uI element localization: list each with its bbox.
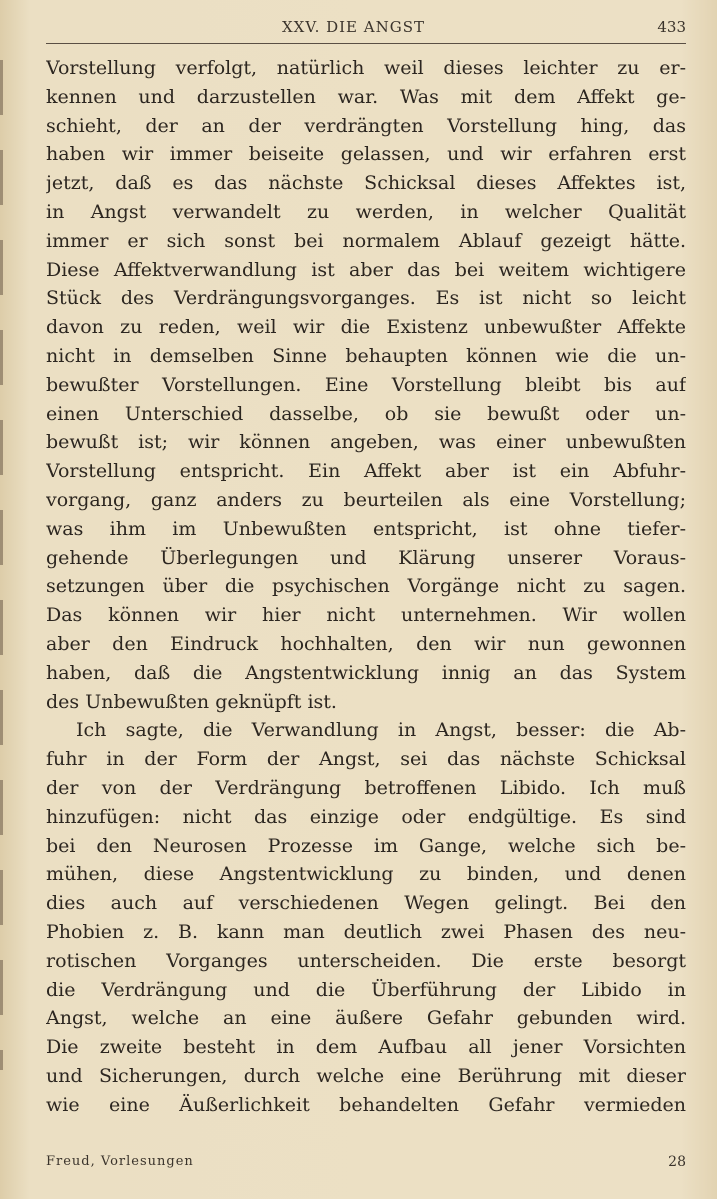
text-line: der von der Verdrängung betroffenen Libido. Ich muß (46, 776, 686, 799)
text-line: nicht in demselben Sinne behaupten können wie die un- (46, 344, 686, 367)
text-line: Stück des Verdrängungsvorganges. Es ist nicht so leicht (46, 287, 686, 310)
text-line: davon zu reden, weil wir die Existenz unbewußter Affekte (46, 316, 686, 339)
header-rule (46, 43, 686, 44)
text-line: dies auch auf verschiedenen Wegen gelingt. Bei den (46, 892, 686, 915)
text-line: haben, daß die Angstentwicklung innig an das System (46, 661, 686, 684)
text-line: rotischen Vorganges unterscheiden. Die erste besorgt (46, 949, 686, 972)
text-line: fuhr in der Form der Angst, sei das nächste Schicksal (46, 748, 686, 771)
text-line: Phobien z. B. kann man deutlich zwei Phasen des neu- (46, 920, 686, 943)
text-line: mühen, diese Angstentwicklung zu binden, und denen (46, 863, 686, 886)
text-line: wie eine Äußerlichkeit behandelten Gefahr vermieden (46, 1093, 686, 1116)
text-line: Diese Affektverwandlung ist aber das bei weitem wichtigere (46, 258, 686, 281)
body-text (46, 54, 686, 1119)
text-line: was ihm im Unbewußten entspricht, ist ohne tiefer- (46, 517, 686, 540)
text-line: Angst, welche an eine äußere Gefahr gebunden wird. (46, 1007, 686, 1030)
text-line: Vorstellung entspricht. Ein Affekt aber ist ein Abfuhr- (46, 460, 686, 483)
paragraph-end-line: des Unbewußten geknüpft ist. (46, 690, 337, 713)
text-line: in Angst verwandelt zu werden, in welcher Qualität (46, 200, 686, 223)
footer-sheet-number: 28 (668, 1154, 686, 1170)
text-line: einen Unterschied dasselbe, ob sie bewußt oder un- (46, 402, 686, 425)
page-number: 433 (657, 18, 686, 36)
footer-signature-author: Freud, Vorlesungen (46, 1154, 194, 1169)
page-footer (46, 1154, 686, 1174)
text-line: schieht, der an der verdrängten Vorstellung hing, das (46, 114, 686, 137)
text-line: bewußt ist; wir können angeben, was einer unbewußten (46, 431, 686, 454)
text-line: Die zweite besteht in dem Aufbau all jener Vorsichten (46, 1036, 686, 1059)
text-line: haben wir immer beiseite gelassen, und wir erfahren erst (46, 143, 686, 166)
paragraph-start-line: Ich sagte, die Verwandlung in Angst, besser: die Ab- (76, 719, 686, 742)
text-line: bei den Neurosen Prozesse im Gange, welche sich be- (46, 834, 686, 857)
text-line: kennen und darzustellen war. Was mit dem Affekt ge- (46, 85, 686, 108)
text-line: gehende Überlegungen und Klärung unserer Voraus- (46, 546, 686, 569)
text-line: jetzt, daß es das nächste Schicksal dieses Affektes ist, (46, 172, 686, 195)
text-line: bewußter Vorstellungen. Eine Vorstellung bleibt bis auf (46, 373, 686, 396)
text-line: vorgang, ganz anders zu beurteilen als eine Vorstellung; (46, 488, 686, 511)
text-line: aber den Eindruck hochhalten, den wir nun gewonnen (46, 632, 686, 655)
text-line: setzungen über die psychischen Vorgänge nicht zu sagen. (46, 575, 686, 598)
page-header (46, 18, 686, 40)
text-line: immer er sich sonst bei normalem Ablauf gezeigt hätte. (46, 229, 686, 252)
text-line: hinzufügen: nicht das einzige oder endgültige. Es sind (46, 805, 686, 828)
text-line: die Verdrängung und die Überführung der Libido in (46, 978, 686, 1001)
text-line: und Sicherungen, durch welche eine Berührung mit dieser (46, 1064, 686, 1087)
text-line: Das können wir hier nicht unternehmen. Wir wollen (46, 604, 686, 627)
text-line: Vorstellung verfolgt, natürlich weil dieses leichter zu er- (46, 57, 686, 79)
running-title: XXV. DIE ANGST (282, 18, 425, 36)
binding-edge (0, 60, 3, 1070)
